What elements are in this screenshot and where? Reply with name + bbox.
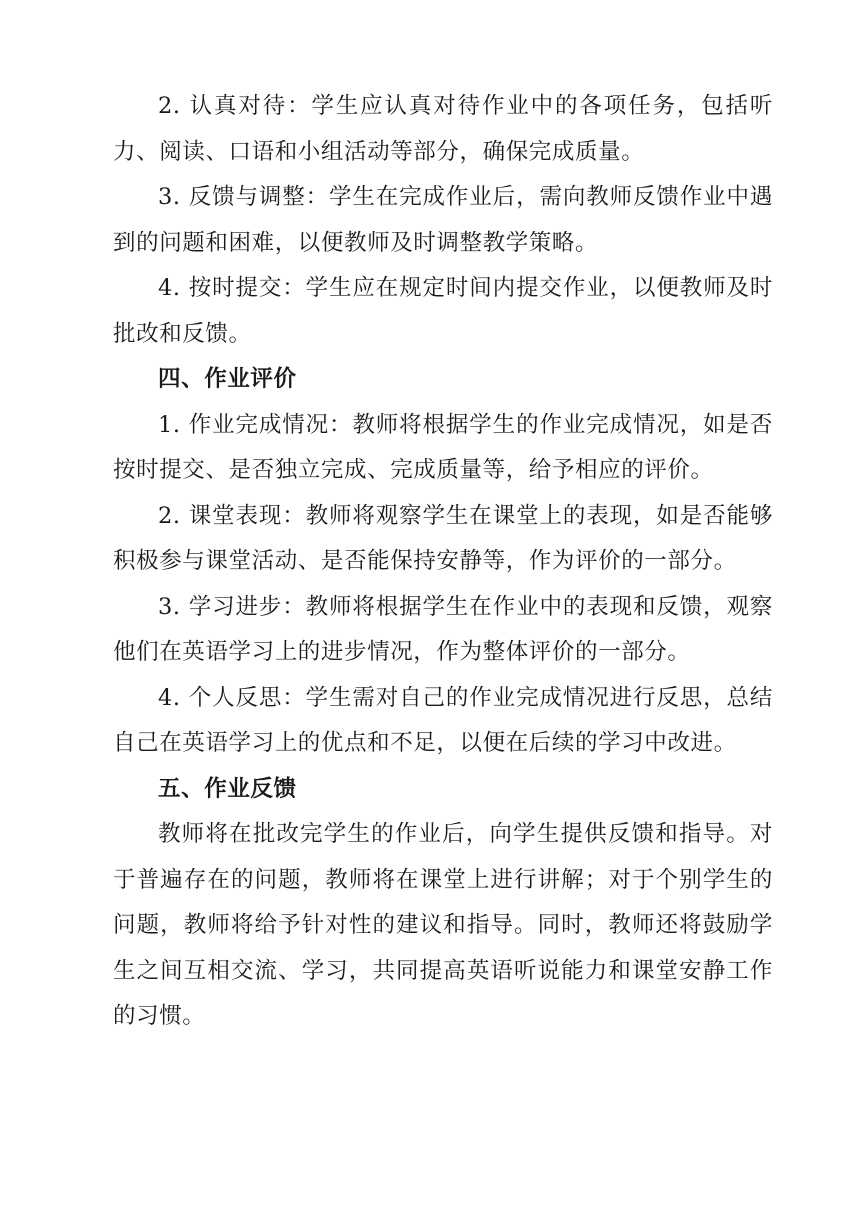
para-eval-4-reflection: 4. 个人反思：学生需对自己的作业完成情况进行反思，总结自己在英语学习上的优点和不足，以便在后续的学习中改进。 bbox=[113, 684, 773, 756]
section-heading-5: 五、作业反馈 bbox=[158, 775, 297, 802]
para-eval-3-progress: 3. 学习进步：教师将根据学生在作业中的表现和反馈，观察他们在英语学习上的进步情况，作为整体评价的一部分。 bbox=[113, 593, 773, 665]
para-item-2-careful: 2. 认真对待：学生应认真对待作业中的各项任务，包括听力、阅读、口语和小组活动等部分，确保完成质量。 bbox=[113, 93, 773, 165]
para-feedback-body: 教师将在批改完学生的作业后，向学生提供反馈和指导。对于普遍存在的问题，教师将在课堂上进行讲解；对于个别学生的问题，教师将给予针对性的建议和指导。同时，教师还将鼓励学生之间互相交流、学习，共同提高英语听说能力和课堂安静工作的习惯。 bbox=[113, 821, 773, 1029]
para-item-3-feedback: 3. 反馈与调整：学生在完成作业后，需向教师反馈作业中遇到的问题和困难，以便教师及时调整教学策略。 bbox=[113, 184, 773, 256]
para-eval-2-classroom: 2. 课堂表现：教师将观察学生在课堂上的表现，如是否能够积极参与课堂活动、是否能保持安静等，作为评价的一部分。 bbox=[113, 502, 773, 574]
document-page bbox=[113, 84, 773, 1040]
para-eval-1-completion: 1. 作业完成情况：教师将根据学生的作业完成情况，如是否按时提交、是否独立完成、完成质量等，给予相应的评价。 bbox=[113, 411, 773, 483]
para-item-4-submit: 4. 按时提交：学生应在规定时间内提交作业，以便教师及时批改和反馈。 bbox=[113, 275, 773, 347]
section-heading-4: 四、作业评价 bbox=[158, 366, 297, 392]
